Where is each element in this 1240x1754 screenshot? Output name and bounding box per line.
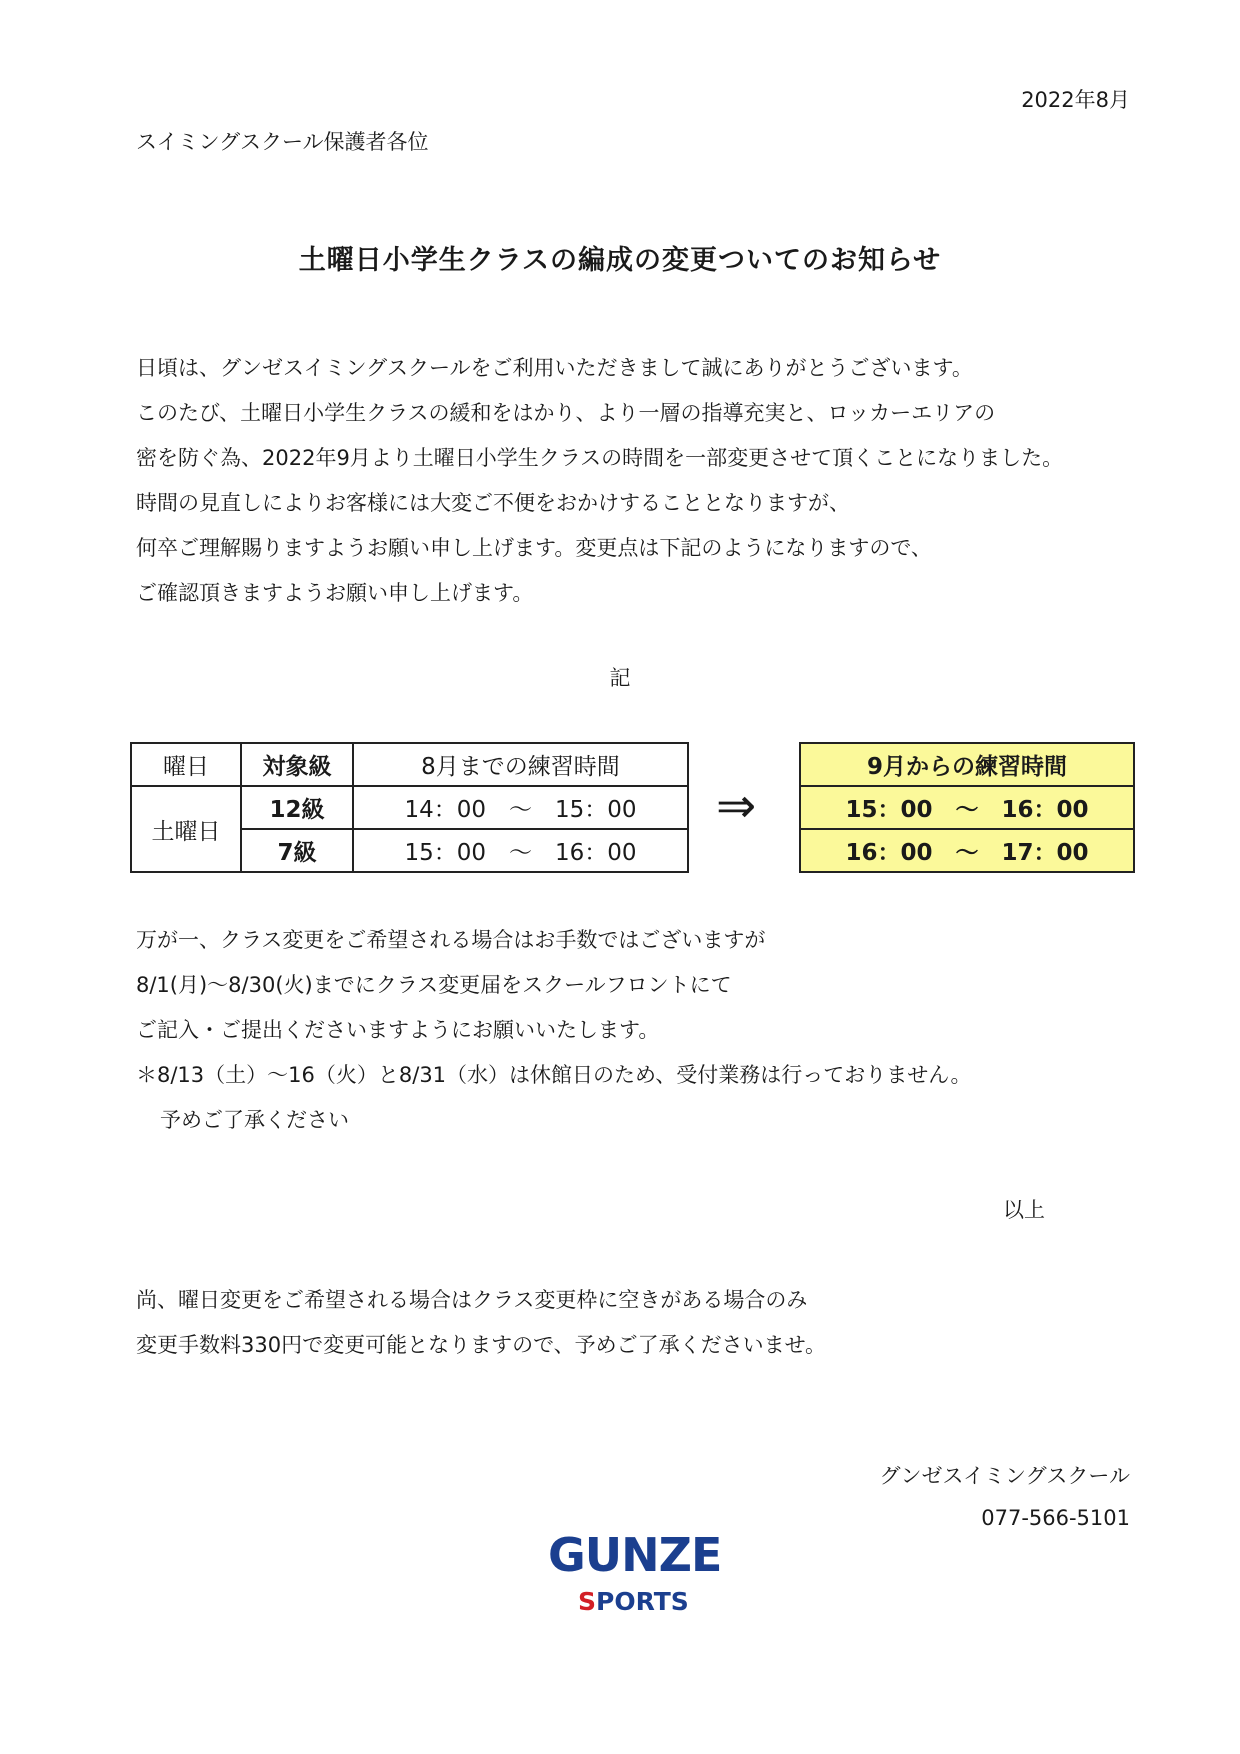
organization-name: グンゼスイミングスクール: [879, 1464, 1130, 1488]
header-day: 曜日: [131, 743, 241, 786]
gunze-logo: GUNZE: [548, 1528, 722, 1582]
table-row: [800, 829, 1134, 872]
ki-marker: 記: [609, 666, 631, 690]
document-date: 2022年8月: [1021, 88, 1130, 112]
phone-number: 077-566-5101: [981, 1506, 1130, 1530]
note-line: 万が一、クラス変更をご希望される場合はお手数ではございますが: [136, 928, 766, 952]
day-cell: 土曜日: [131, 786, 241, 872]
new-time-cell: 15：00 ～ 16：00: [800, 786, 1134, 829]
body-line: 日頃は、グンゼスイミングスクールをご利用いただきまして誠にありがとうございます。: [136, 356, 973, 380]
table-header-row: [800, 743, 1134, 786]
sports-logo: [578, 1587, 689, 1616]
right-arrow-icon: ⇒: [716, 778, 757, 834]
table-row: [131, 786, 688, 829]
addressee: スイミングスクール保護者各位: [136, 130, 429, 154]
notes-paragraph: [136, 924, 971, 1149]
grade-cell: 7級: [241, 829, 353, 872]
header-new-time: 9月からの練習時間: [800, 743, 1134, 786]
table-row: [800, 786, 1134, 829]
body-line: ご確認頂きますようお願い申し上げます。: [136, 581, 534, 605]
grade-cell: 12級: [241, 786, 353, 829]
new-time-cell: 16：00 ～ 17：00: [800, 829, 1134, 872]
note-line: ＊8/13（土）～16（火）と8/31（水）は休館日のため、受付業務は行っておりません。: [136, 1063, 972, 1087]
note-line: 予めご了承ください: [160, 1108, 349, 1132]
body-paragraph: [136, 352, 1063, 622]
note-line: 変更手数料330円で変更可能となりますので、予めご了承くださいませ。: [136, 1333, 827, 1357]
header-current-time: 8月までの練習時間: [353, 743, 688, 786]
body-line: 何卒ご理解賜りますようお願い申し上げます。変更点は下記のようになりますので、: [136, 536, 932, 560]
additional-notes: [136, 1284, 826, 1374]
new-schedule-table: [799, 742, 1135, 873]
time-cell: 14：00 ～ 15：00: [353, 786, 688, 829]
closing-mark: 以上: [1003, 1198, 1045, 1222]
body-line: 密を防ぐ為、2022年9月より土曜日小学生クラスの時間を一部変更させて頂くことになりました。: [136, 446, 1064, 470]
body-line: 時間の見直しによりお客様には大変ご不便をおかけすることとなりますが、: [136, 491, 850, 515]
sports-logo-s: S: [578, 1587, 597, 1616]
document-title: 土曜日小学生クラスの編成の変更ついてのお知らせ: [298, 245, 942, 276]
table-header-row: [131, 743, 688, 786]
note-line: ご記入・ご提出くださいますようにお願いいたします。: [136, 1018, 660, 1042]
sports-logo-rest: PORTS: [596, 1587, 689, 1616]
header-grade: 対象級: [241, 743, 353, 786]
current-schedule-table: [130, 742, 689, 873]
body-line: このたび、土曜日小学生クラスの緩和をはかり、より一層の指導充実と、ロッカーエリアの: [136, 401, 996, 425]
note-line: 8/1(月)～8/30(火)までにクラス変更届をスクールフロントにて: [136, 973, 732, 997]
note-line: 尚、曜日変更をご希望される場合はクラス変更枠に空きがある場合のみ: [136, 1288, 808, 1312]
time-cell: 15：00 ～ 16：00: [353, 829, 688, 872]
